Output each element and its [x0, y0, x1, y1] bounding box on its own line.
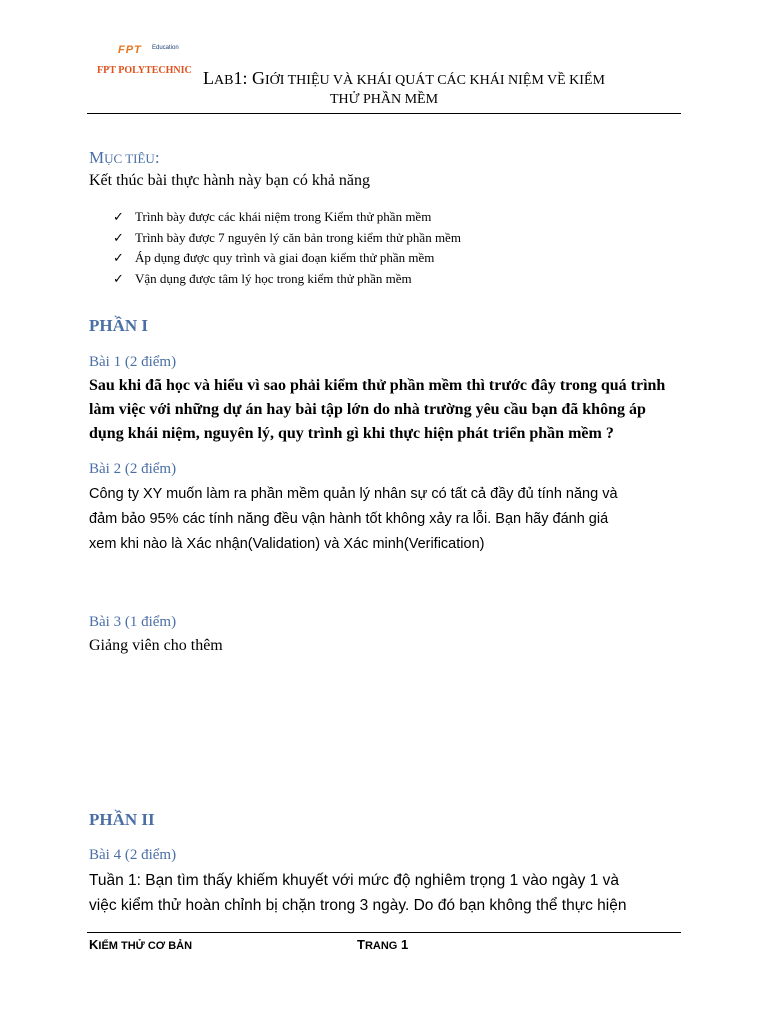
bai2-text: Công ty XY muốn làm ra phần mềm quản lý nhân sự có tất cả đầy đủ tính năng và đảm bảo 95% các tính năng đều vận hành tốt không xảy ra lỗi. Bạn hãy đánh giá xem khi nào là Xác nhận(Validation) và Xác minh(Verification): [89, 486, 618, 552]
check-icon: ✓: [113, 251, 124, 266]
bai2-heading: Bài 2 (2 điểm): [89, 461, 177, 477]
bai1-text: Sau khi đã học và hiểu vì sao phải kiểm thử phần mềm thì trước đây trong quá trình làm việc với những dự án hay bài tập lớn do nhà trường yêu cầu bạn đã không áp dụng khái niệm, nguyên lý, quy trình gì khi thực hiện phát triển phần mềm ?: [89, 377, 666, 442]
document-title-line2: THỬ PHẦN MỀM: [329, 92, 439, 107]
footer-page-number: TRANG 1: [357, 937, 409, 952]
list-item: ✓ Trình bày được 7 nguyên lý căn bản trong kiểm thử phần mềm: [113, 228, 461, 249]
part1-heading: PHẦN I: [89, 316, 149, 335]
logo-fpt-text: FPT: [118, 44, 142, 56]
fpt-logo: [97, 40, 212, 76]
check-icon: ✓: [113, 230, 124, 246]
footer-course-name: KIỂM THỬ CƠ BẢN: [89, 937, 193, 952]
objectives-heading: MỤC TIÊU:: [89, 148, 160, 167]
logo-education-text: Education: [152, 45, 179, 51]
document-title: LAB1: GIỚI THIỆU VÀ KHÁI QUÁT CÁC KHÁI NIỆM VỀ KIỂM: [203, 68, 605, 88]
bai3-heading: Bài 3 (1 điểm): [89, 614, 177, 630]
footer-divider: [87, 932, 681, 933]
list-item: ✓ Vận dụng được tâm lý học trong kiểm thử phần mềm: [113, 269, 461, 290]
check-icon: ✓: [113, 210, 124, 225]
bai3-text: Giảng viên cho thêm: [89, 637, 223, 654]
bai4-text: Tuần 1: Bạn tìm thấy khiếm khuyết với mức độ nghiêm trọng 1 vào ngày 1 và việc kiểm thử hoàn chỉnh bị chặn trong 3 ngày. Do đó bạn không thể thực hiện: [89, 872, 627, 914]
part2-heading: PHẦN II: [89, 810, 155, 829]
bai1-heading: Bài 1 (2 điểm): [89, 354, 177, 370]
objectives-intro: Kết thúc bài thực hành này bạn có khả năng: [89, 172, 371, 189]
list-item: ✓ Áp dụng được quy trình và giai đoạn kiểm thử phần mềm: [113, 248, 461, 269]
header-divider: [87, 113, 681, 114]
bai4-heading: Bài 4 (2 điểm): [89, 847, 177, 863]
check-icon: ✓: [113, 271, 124, 287]
list-item: ✓ Trình bày được các khái niệm trong Kiểm thử phần mềm: [113, 207, 461, 228]
objectives-list: [113, 207, 461, 289]
logo-polytechnic-text: FPT POLYTECHNIC: [97, 65, 192, 76]
